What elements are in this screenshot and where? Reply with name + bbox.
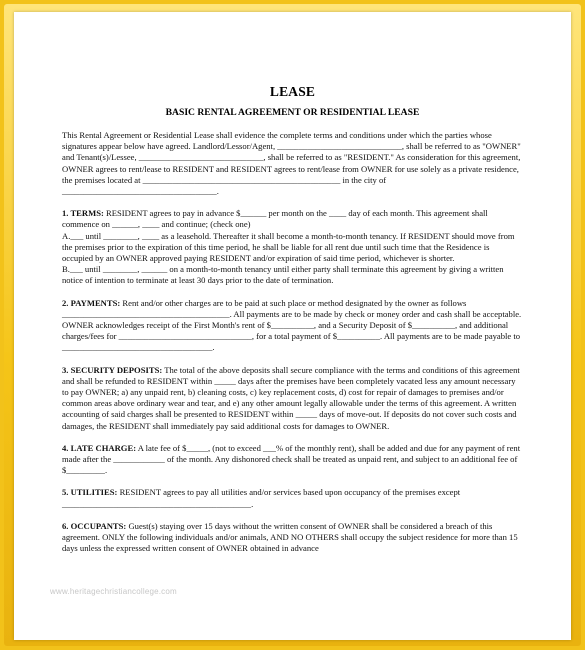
section-late-charge-title: 4. LATE CHARGE: xyxy=(62,442,137,453)
section-terms-option-a: A.___ until ________, ____ as a leasehold. Thereafter it shall become a month-to-month tenancy. If RESIDENT should move from the premises prior to the expiration of this time period, he shall be liable for all rent due until such time that the Residence is occupied by an OWNER approved paying RESIDENT and/or expiration of said time period, whichever is shorter. xyxy=(62,230,515,264)
document-subtitle: BASIC RENTAL AGREEMENT OR RESIDENTIAL LEASE xyxy=(165,107,420,118)
section-late-charge-text: A late fee of $_____, (not to exceed ___% of the monthly rent), shall be added and due for any payment of rent made after the ____________ of the month. Any dishonored check shall be treated as unpaid rent, and subject to an additional fee of $_________. xyxy=(62,442,521,476)
section-utilities-title: 5. UTILITIES: xyxy=(62,487,118,498)
section-terms-text: RESIDENT agrees to pay in advance $______ per month on the ____ day of each month. This agreement shall commence on ______, ____ and continue; (check one) xyxy=(62,208,488,230)
intro-paragraph: This Rental Agreement or Residential Lease shall evidence the complete terms and conditions under which the parties whose signatures appear below have agreed. Landlord/Lessor/Agent, _____________________________, shall be referred to as "OWNER" and Tenant(s)/Lessee, _____________________________, shall be referred to as "RESIDENT." As consideration for this agreement, OWNER agrees to rent/lease to RESIDENT and RESIDENT agrees to rent/lease from OWNER for use solely as a private residence, the premises located at ______________________________________________ in the city of ____________________________________. xyxy=(62,130,521,197)
section-late-charge xyxy=(62,443,522,477)
section-occupants xyxy=(62,521,522,555)
section-payments-text: Rent and/or other charges are to be paid at such place or method designated by the owner as follows _______________________________________. All payments are to be made by check or money order and cash shall be acceptable. OWNER acknowledges receipt of the First Month's rent of $__________, and a Security Deposit of $__________, and additional charges/fees for _______________________________, for a total payment of $__________. All payments are to be made payable to ___________________________________. xyxy=(62,297,522,353)
watermark-text: www.heritagechristiancollege.com xyxy=(50,587,177,596)
section-security-deposits xyxy=(62,365,522,432)
section-utilities-text: RESIDENT agrees to pay all utilities and/or services based upon occupancy of the premises except ____________________________________________. xyxy=(62,487,461,509)
section-utilities xyxy=(62,487,522,509)
section-payments xyxy=(62,298,522,354)
document-page xyxy=(14,12,571,640)
section-occupants-title: 6. OCCUPANTS: xyxy=(62,520,127,531)
section-terms xyxy=(62,208,522,230)
section-occupants-text: Guest(s) staying over 15 days without the written consent of OWNER shall be considered a breach of this agreement. ONLY the following individuals and/or animals, AND NO OTHERS shall occupy the subject residence for more than 15 days unless the expressed written consent of OWNER obtained in advance xyxy=(62,520,518,554)
section-security-deposits-title: 3. SECURITY DEPOSITS: xyxy=(62,364,163,375)
document-body xyxy=(62,130,522,555)
section-security-deposits-text: The total of the above deposits shall secure compliance with the terms and conditions of this agreement and shall be refunded to RESIDENT within _____ days after the premises have been completely vacated less any amount necessary to pay OWNER; a) any unpaid rent, b) cleaning costs, c) key replacement costs, d) cost for repair of damages to premises and/or common areas above ordinary wear and tear, and e) any other amount legally allowable under the terms of this agreement. A written accounting of said charges shall be presented to RESIDENT within _____ days of move-out. If deposits do not cover such costs and damages, the RESIDENT shall immediately pay said additional costs for damages to OWNER. xyxy=(62,364,520,431)
section-payments-title: 2. PAYMENTS: xyxy=(62,297,121,308)
section-terms-option-b: B.___ until ________, ______ on a month-to-month tenancy until either party shall terminate this agreement by giving a written notice of intention to terminate at least 30 days prior to the date of termination. xyxy=(62,264,504,286)
section-terms-title: 1. TERMS: xyxy=(62,208,104,219)
document-title: LEASE xyxy=(269,84,316,99)
